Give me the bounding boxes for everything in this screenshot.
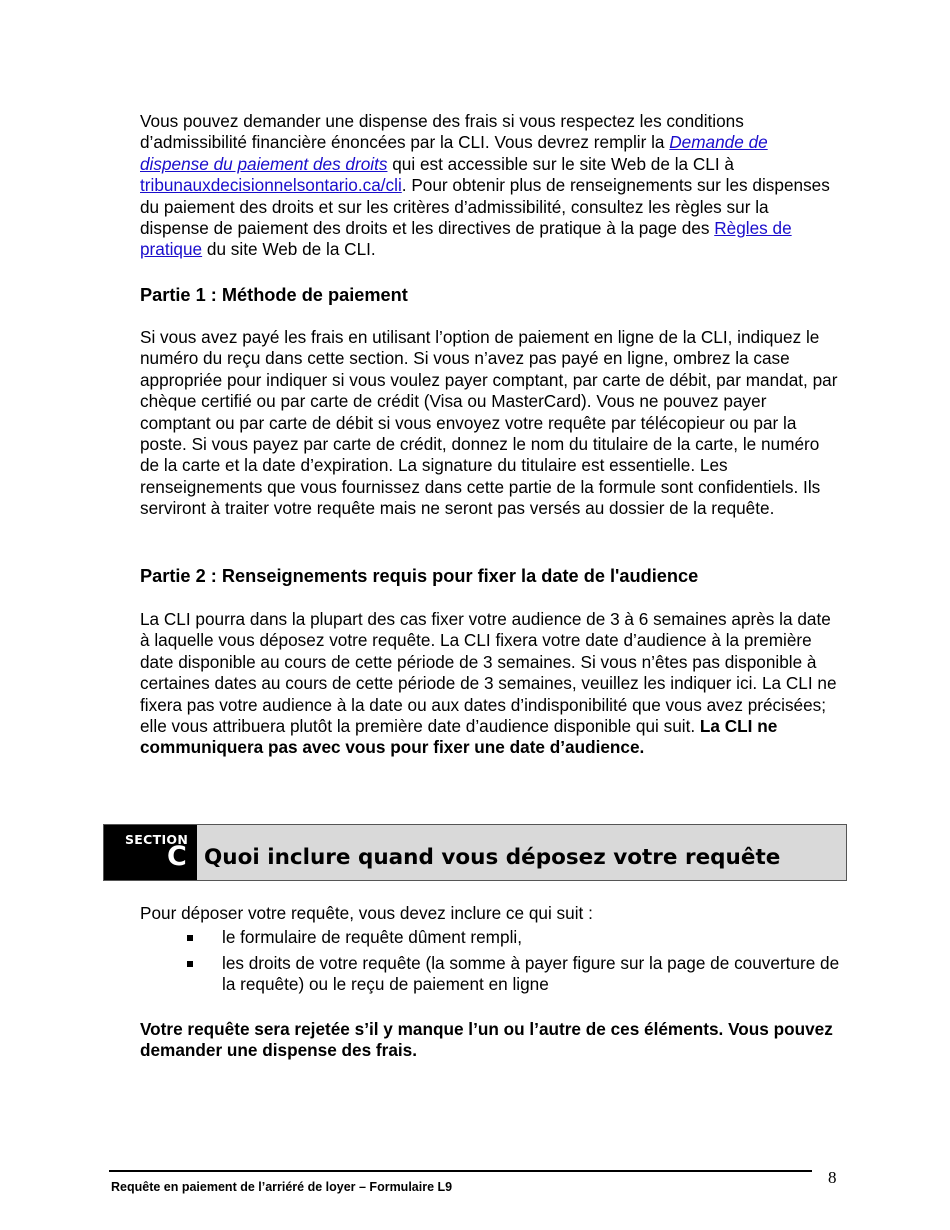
rejection-warning-text: Votre requête sera rejetée s’il y manque l’un ou l’autre de ces éléments. Vous pouvez demander une dispense des frais. [140,1019,833,1061]
intro-text: . Pour obtenir plus de renseignements sur les dispenses du paiement des droits et sur les critères d’admissibilité, consultez les règles sur la dispense de paiement des droits et les directives de pratique à la page des [140,175,830,239]
requirements-list-block [140,903,840,1000]
part2-heading: Partie 2 : Renseignements requis pour fixer la date de l'audience [140,566,699,586]
footer-form-title: Requête en paiement de l’arriéré de loyer – Formulaire L9 [111,1180,453,1194]
requirements-intro: Pour déposer votre requête, vous devez inclure ce qui suit : [140,903,593,923]
intro-text: Vous pouvez demander une dispense des frais si vous respectez les conditions d’admissibilité financière énoncées par la CLI. Vous devrez remplir la [140,111,744,153]
fee-waiver-request-link[interactable]: Demande de dispense du paiement des droits [140,132,768,174]
section-c-banner [103,824,847,881]
part2-paragraph [140,609,840,759]
section-title: Quoi inclure quand vous déposez votre requête [204,845,781,870]
section-tab [104,825,197,880]
rules-of-practice-link[interactable]: Règles de pratique [140,218,792,260]
part1-body: Si vous avez payé les frais en utilisant l’option de paiement en ligne de la CLI, indiquez le numéro du reçu dans cette section. Si vous n’avez pas payé en ligne, ombrez la case appropriée pour indiquer si vous voulez payer comptant, par carte de débit, par mandat, par chèque certifié ou par carte de crédit (Visa ou MasterCard). Vous ne pouvez payer comptant ou par carte de débit si vous envoyez votre requête par télécopieur ou par la poste. Si vous payez par carte de crédit, donnez le nom du titulaire de la carte, le numéro de la carte et la date d’expiration. La signature du titulaire est essentielle. Les renseignements que vous fournissez dans cette partie de la formule sont confidentiels. Ils serviront à traiter votre requête mais ne seront pas versés au dossier de la requête. [140,327,838,519]
page-number: 8 [828,1168,837,1187]
section-label: SECTION [125,832,189,847]
part1-heading: Partie 1 : Méthode de paiement [140,285,408,305]
footer-divider [109,1170,812,1172]
requirements-list [140,927,840,995]
part1-paragraph [140,327,840,520]
fee-waiver-paragraph [140,111,840,261]
tribunal-website-link[interactable]: tribunauxdecisionnelsontario.ca/cli [140,175,402,196]
list-item-text: les droits de votre requête (la somme à payer figure sur la page de couverture de la requête) ou le reçu de paiement en ligne [222,952,840,995]
bullet-square-icon [187,935,193,941]
intro-text: qui est accessible sur le site Web de la CLI à [387,153,734,174]
rejection-warning [140,1019,840,1062]
intro-text: du site Web de la CLI. [202,239,376,260]
bullet-square-icon [187,961,193,967]
part2-body: La CLI pourra dans la plupart des cas fixer votre audience de 3 à 6 semaines après la date à laquelle vous déposez votre requête. La CLI fixera votre date d’audience à la première date disponible au cours de cette période de 3 semaines. Si vous n’êtes pas disponible à certaines dates au cours de cette période de 3 semaines, veuillez les indiquer ici. La CLI ne fixera pas votre audience à la date ou aux dates d’indisponibilité que vous avez précisées; elle vous attribuera plutôt la première date d’audience disponible qui suit. [140,609,837,737]
list-item [140,953,840,996]
part2-body-bold: La CLI ne communiquera pas avec vous pour fixer une date d’audience. [140,716,778,758]
list-item-text: le formulaire de requête dûment rempli, [222,927,522,948]
list-item [140,927,840,948]
section-letter: C [167,841,187,872]
